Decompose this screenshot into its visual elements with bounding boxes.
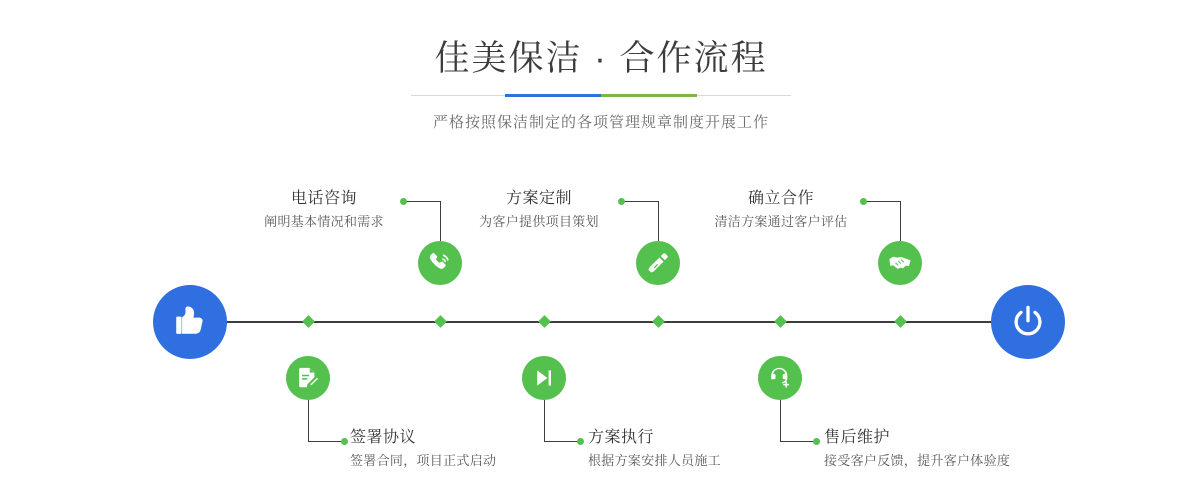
axis-marker-step-5 xyxy=(894,315,907,328)
timeline-start-badge xyxy=(153,285,227,359)
axis-marker-step-4 xyxy=(538,315,551,328)
step-desc-2: 签署合同，项目正式启动 xyxy=(350,453,497,468)
connector-dot-step-5 xyxy=(860,198,867,205)
step-label-1 xyxy=(251,188,397,232)
connector-hline-step-5 xyxy=(863,201,901,202)
connector-dot-step-2 xyxy=(341,438,348,445)
connector-hline-step-1 xyxy=(403,201,441,202)
step-node-3[interactable] xyxy=(636,241,680,285)
step-node-4[interactable] xyxy=(522,356,566,400)
connector-vline-step-5 xyxy=(900,201,901,241)
axis-marker-step-1 xyxy=(434,315,447,328)
step-label-3 xyxy=(463,188,615,232)
page-title: 佳美保洁 · 合作流程 xyxy=(434,39,768,78)
power-icon xyxy=(1009,303,1047,341)
step-title-5: 确立合作 xyxy=(747,190,814,207)
connector-dot-step-6 xyxy=(813,438,820,445)
connector-vline-step-3 xyxy=(658,201,659,241)
phone-call-icon xyxy=(427,250,453,276)
step-node-5[interactable] xyxy=(878,241,922,285)
step-title-3: 方案定制 xyxy=(505,190,572,207)
contract-edit-icon xyxy=(295,365,321,391)
step-node-1[interactable] xyxy=(418,241,462,285)
connector-hline-step-4 xyxy=(544,441,580,442)
step-desc-6: 接受客户反馈，提升客户体验度 xyxy=(824,453,1011,468)
axis-marker-step-6 xyxy=(774,315,787,328)
step-desc-3: 为客户提供项目策划 xyxy=(479,214,599,229)
step-desc-5: 清洁方案通过客户评估 xyxy=(714,214,848,229)
step-node-6[interactable] xyxy=(758,356,802,400)
handshake-icon xyxy=(887,250,913,276)
connector-hline-step-2 xyxy=(308,441,344,442)
headset-support-icon xyxy=(767,365,793,391)
connector-vline-step-6 xyxy=(780,400,781,441)
step-desc-1: 阐明基本情况和需求 xyxy=(264,214,384,229)
connector-dot-step-3 xyxy=(618,198,625,205)
step-label-6 xyxy=(824,427,1074,471)
connector-vline-step-1 xyxy=(440,201,441,241)
connector-dot-step-1 xyxy=(400,198,407,205)
step-title-2: 签署协议 xyxy=(350,429,417,446)
pen-ruler-icon xyxy=(645,250,671,276)
step-title-1: 电话咨询 xyxy=(290,190,357,207)
connector-hline-step-3 xyxy=(621,201,659,202)
step-node-2[interactable] xyxy=(286,356,330,400)
axis-marker-step-3 xyxy=(652,315,665,328)
step-title-6: 售后维护 xyxy=(824,429,891,446)
step-label-4 xyxy=(588,427,798,471)
connector-vline-step-4 xyxy=(544,400,545,441)
step-title-4: 方案执行 xyxy=(588,429,655,446)
page-subtitle: 严格按照保洁制定的各项管理规章制度开展工作 xyxy=(432,114,769,131)
step-label-2 xyxy=(350,427,550,471)
timeline-axis xyxy=(160,321,1042,323)
step-desc-4: 根据方案安排人员施工 xyxy=(588,453,722,468)
connector-hline-step-6 xyxy=(780,441,816,442)
step-label-5 xyxy=(705,188,857,232)
thumbs-up-icon xyxy=(171,303,209,341)
connector-dot-step-4 xyxy=(577,438,584,445)
axis-marker-step-2 xyxy=(302,315,315,328)
connector-vline-step-2 xyxy=(308,400,309,441)
timeline-end-badge xyxy=(991,285,1065,359)
play-forward-icon xyxy=(532,366,556,390)
